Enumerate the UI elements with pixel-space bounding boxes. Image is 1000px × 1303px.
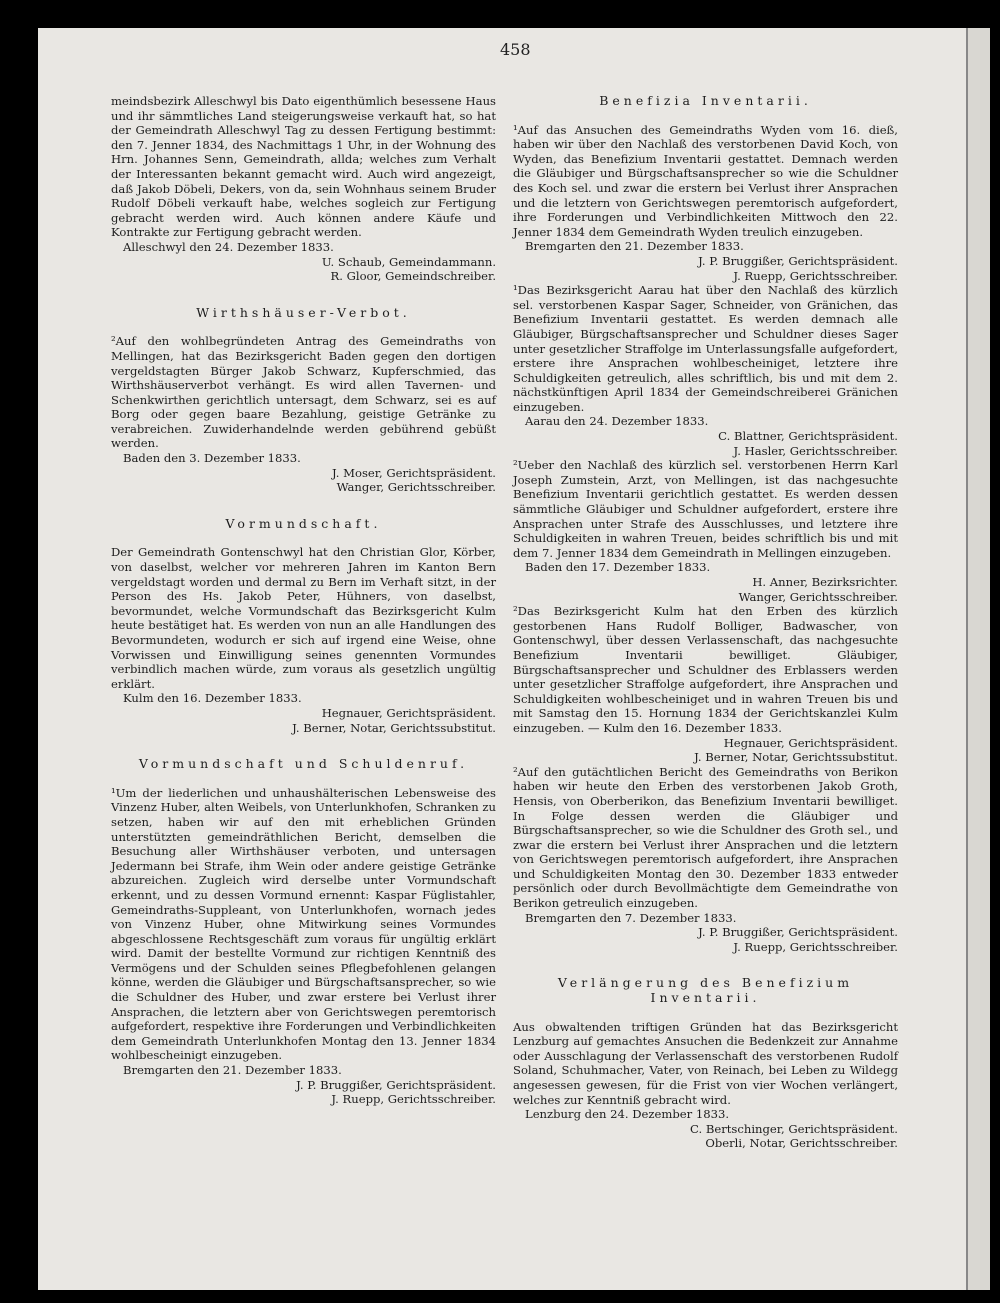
notice-signature-2: J. Berner, Notar, Gerichtssubstitut. (694, 750, 898, 765)
section-date-wirthshaeuser: Baden den 3. Dezember 1833. (123, 451, 301, 466)
notice-signature-2: J. Ruepp, Gerichtsschreiber. (733, 939, 898, 954)
notice-date-soland: Lenzburg den 24. Dezember 1833. (525, 1107, 730, 1122)
section-text-wirthshaeuser: ²Auf den wohlbegründeten Antrag des Gemeindraths von Mellingen, hat das Bezirksgericht Baden gegen den dortigen vergeldstagten Bürger Jakob Schwarz, Kupferschmied, das Wirthshäuserverbot verhängt. Es wird allen Tavernen- und Schenkwirthen gerichtlich untersagt, dem Schwarz, sei es auf Borg oder gegen baare Bezahlung, geistige Getränke zu verabreichen. Zuwiderhandelnde werden gebührend gebüßt werden. (111, 334, 496, 451)
intro-signature-2: R. Gloor, Gemeindschreiber. (330, 269, 496, 284)
notice-text-bolliger: ²Das Bezirksgericht Kulm hat den Erben des kürzlich gestorbenen Hans Rudolf Bolliger, Badwascher, von Gontenschwyl, über dessen Verlassenschaft, das nachgesuchte Benefizium Inventarii bewilliget. Gläubiger, Bürgschaftsansprecher und Schuldner des Erblassers werden unter gesetzlicher Straffolge aufgefordert, ihre Ansprachen und Schuldigkeiten wohlbescheiniget und in wahren Treuen bis und mit Samstag den 15. Hornung 1834 der Gerichtskanzlei Kulm einzugeben. — Kulm den 16. Dezember 1833. (513, 604, 898, 735)
notice-signature-1: H. Anner, Bezirksrichter. (752, 575, 898, 589)
intro-date: Alleschwyl den 24. Dezember 1833. (123, 239, 334, 254)
left-column (111, 94, 496, 1107)
section-signature-2: J. Ruepp, Gerichtsschreiber. (331, 1092, 496, 1107)
notice-signature-2: J. Hasler, Gerichtsschreiber. (733, 443, 898, 458)
section-date-schuldenruf: Bremgarten den 21. Dezember 1833. (123, 1063, 342, 1078)
notice-signature-2: J. Ruepp, Gerichtsschreiber. (733, 268, 898, 283)
notice-date-koch: Bremgarten den 21. Dezember 1833. (525, 239, 744, 254)
notice-signature-1: J. P. Bruggißer, Gerichtspräsident. (698, 925, 898, 940)
notice-date-zumstein: Baden den 17. Dezember 1833. (525, 560, 711, 575)
next-page-edge (966, 28, 990, 1290)
section-signature-1: J. Moser, Gerichtspräsident. (332, 465, 496, 480)
intro-text: meindsbezirk Alleschwyl bis Dato eigenthümlich besessene Haus und ihr sämmtliches Land steigerungsweise verkauft hat, so hat der Gemeindrath Alleschwyl Tag zu dessen Fertigung bestimmt: den 7. Jenner 1834, des Nachmittags 1 Uhr, in der Wohnung des Hrn. Johannes Senn, Gemeindrath, allda; welches zum Verhalt der Interessanten bekannt gemacht wird. Auch wird angezeigt, daß Jakob Döbeli, Dekers, von da, sein Wohnhaus seinem Bruder Rudolf Döbeli verkauft habe, welches sogleich zur Fertigung gebracht werden wird. Auch können andere Käufe und Kontrakte zur Fertigung gebracht werden. (111, 94, 496, 240)
notice-date-groth: Bremgarten den 7. Dezember 1833. (525, 910, 737, 925)
section-title-wirthshaeuser: Wirthshäuser-Verbot. (196, 304, 411, 320)
page-number: 458 (500, 40, 531, 59)
notice-signature-2: Oberli, Notar, Gerichtsschreiber. (705, 1136, 898, 1151)
section-text-vormundschaft: Der Gemeindrath Gontenschwyl hat den Christian Glor, Körber, von daselbst, welcher vor mehreren Jahren im Kanton Bern vergeldstagt worden und dermal zu Bern im Verhaft sitzt, in der Person des Hs. Jakob Peter, Hühners, von daselbst, bevormundet, welche Vormundschaft das Bezirksgericht Kulm heute bestätiget hat. Es werden von nun an alle Handlungen des Bevormundeten, wodurch er sich auf irgend eine Weise, ohne Vorwissen und Einwilligung seines genennten Vormundes verbindlich machen würde, zum voraus als gesetzlich ungültig erklärt. (111, 545, 496, 691)
notice-text-koch: ¹Auf das Ansuchen des Gemeindraths Wyden vom 16. dieß, haben wir über den Nachlaß des verstorbenen David Koch, von Wyden, das Benefizium Inventarii gestattet. Demnach werden die Gläubiger und Bürgschaftsansprecher so wie die Schuldner des Koch sel. und zwar die erstern bei Verlust ihrer Ansprachen und die letztern von Gerichtswegen peremtorisch aufgefordert, ihre Forderungen und Verbindlichkeiten Mittwoch den 22. Jenner 1834 dem Gemeindrath Wyden treulich einzugeben. (513, 122, 898, 239)
section-text-schuldenruf: ¹Um der liederlichen und unhaushälterischen Lebensweise des Vinzenz Huber, alten Weibels, von Unterlunkhofen, Schranken zu setzen, haben wir auf den mit erheblichen Gründen unterstützten gemeindräthlichen Bericht, demselben die Besuchung aller Wirthshäuser verboten, und untersagen Jedermann bei Strafe, ihm Wein oder andere geistige Getränke abzureichen. Zugleich wird derselbe unter Vormundschaft erkennt, und zu dessen Vormund ernennt: Kaspar Füglistahler, Gemeindraths-Suppleant, von Unterlunkhofen, wornach jedes von Vinzenz Huber, ohne Mitwirkung seines Vormundes abgeschlossene Rechtsgeschäft zum voraus für ungültig erklärt wird. Damit der bestellte Vormund zur richtigen Kenntniß des Vermögens und der Schulden seines Pflegbefohlenen gelangen könne, werden die Gläubiger und Bürgschaftsansprecher, so wie die Schuldner des Huber, und zwar erstere bei Verlust ihrer Ansprachen, die letztern aber von Gerichtswegen peremtorisch aufgefordert, respektive ihre Forderungen und Verbindlichkeiten dem Gemeindrath Unterlunkhofen Montag den 13. Jenner 1834 wohlbescheinigt einzugeben. (111, 785, 496, 1063)
section-signature-2: J. Berner, Notar, Gerichtssubstitut. (292, 720, 496, 735)
section-title-verlaengerung: Verlängerung des Benefizium Inventarii. (557, 975, 854, 1006)
right-column (513, 94, 898, 1151)
notice-signature-2: Wanger, Gerichtsschreiber. (738, 589, 898, 604)
section-date-vormundschaft: Kulm den 16. Dezember 1833. (123, 691, 302, 706)
intro-signature-1: U. Schaub, Gemeindammann. (321, 254, 496, 269)
section-title-schuldenruf: Vormundschaft und Schuldenruf. (138, 756, 469, 772)
notice-signature-1: C. Blattner, Gerichtspräsident. (718, 429, 898, 444)
notice-text-zumstein: ²Ueber den Nachlaß des kürzlich sel. verstorbenen Herrn Karl Joseph Zumstein, Arzt, von Mellingen, ist das nachgesuchte Benefizium Inventarii gerichtlich gestattet. Es werden dessen sämmtliche Gläubiger und Schuldner aufgefordert, erstere ihre Ansprachen unter Strafe des Ausschlusses, und letztere ihre Schuldigkeiten in wahren Treuen, beides schriftlich bis und mit dem 7. Jenner 1834 dem Gemeindrath in Mellingen einzugeben. (513, 458, 898, 560)
notice-date-sager: Aarau den 24. Dezember 1833. (525, 414, 709, 429)
notice-signature-1: C. Bertschinger, Gerichtspräsident. (690, 1121, 898, 1136)
section-signature-1: Hegnauer, Gerichtspräsident. (321, 705, 496, 720)
section-signature-2: Wanger, Gerichtsschreiber. (336, 480, 496, 495)
section-title-vormundschaft: Vormundschaft. (225, 515, 382, 531)
notice-signature-1: Hegnauer, Gerichtspräsident. (723, 735, 898, 750)
notice-text-soland: Aus obwaltenden triftigen Gründen hat das Bezirksgericht Lenzburg auf gemachtes Ansuchen die Bedenkzeit zur Annahme oder Ausschlagung der Verlassenschaft des verstorbenen Rudolf Soland, Schuhmacher, Vater, von Reinach, bei Leben zu Wildegg angesessen gewesen, für die Frist von vier Wochen verlängert, welches zur Kenntniß gebracht wird. (513, 1019, 898, 1107)
notice-text-sager: ¹Das Bezirksgericht Aarau hat über den Nachlaß des kürzlich sel. verstorbenen Kaspar Sager, Schneider, von Gränichen, das Benefizium Inventarii gestattet. Es werden demnach alle Gläubiger, Bürgschaftsansprecher und Schuldner dieses Sager unter gesetzlicher Straffolge im Unterlassungsfalle aufgefordert, erstere ihre Ansprachen wohlbescheiniget, letztere ihre Schuldigkeiten getreulich, alles schriftlich, bis und mit dem 2. nächstkünftigen April 1834 der Gemeindschreiberei Gränichen einzugeben. (513, 283, 898, 414)
notice-text-groth: ²Auf den gutächtlichen Bericht des Gemeindraths von Berikon haben wir heute den Erben des verstorbenen Jakob Groth, Hensis, von Oberberikon, das Benefizium Inventarii bewilliget. In Folge dessen werden die Gläubiger und Bürgschaftsansprecher, so wie die Schuldner des Groth sel., und zwar die erstern bei Verlust ihrer Ansprachen und die letztern von Gerichtswegen peremtorisch aufgefordert, ihre Ansprachen und Schuldigkeiten Montag den 30. Dezember 1833 entweder persönlich oder durch Bevollmächtigte dem Gemeindrathe von Berikon getreulich einzugeben. (513, 764, 898, 911)
section-title-benefizia: Benefizia Inventarii. (599, 93, 812, 108)
section-signature-1: J. P. Bruggißer, Gerichtspräsident. (296, 1077, 496, 1092)
notice-signature-1: J. P. Bruggißer, Gerichtspräsident. (698, 253, 898, 268)
